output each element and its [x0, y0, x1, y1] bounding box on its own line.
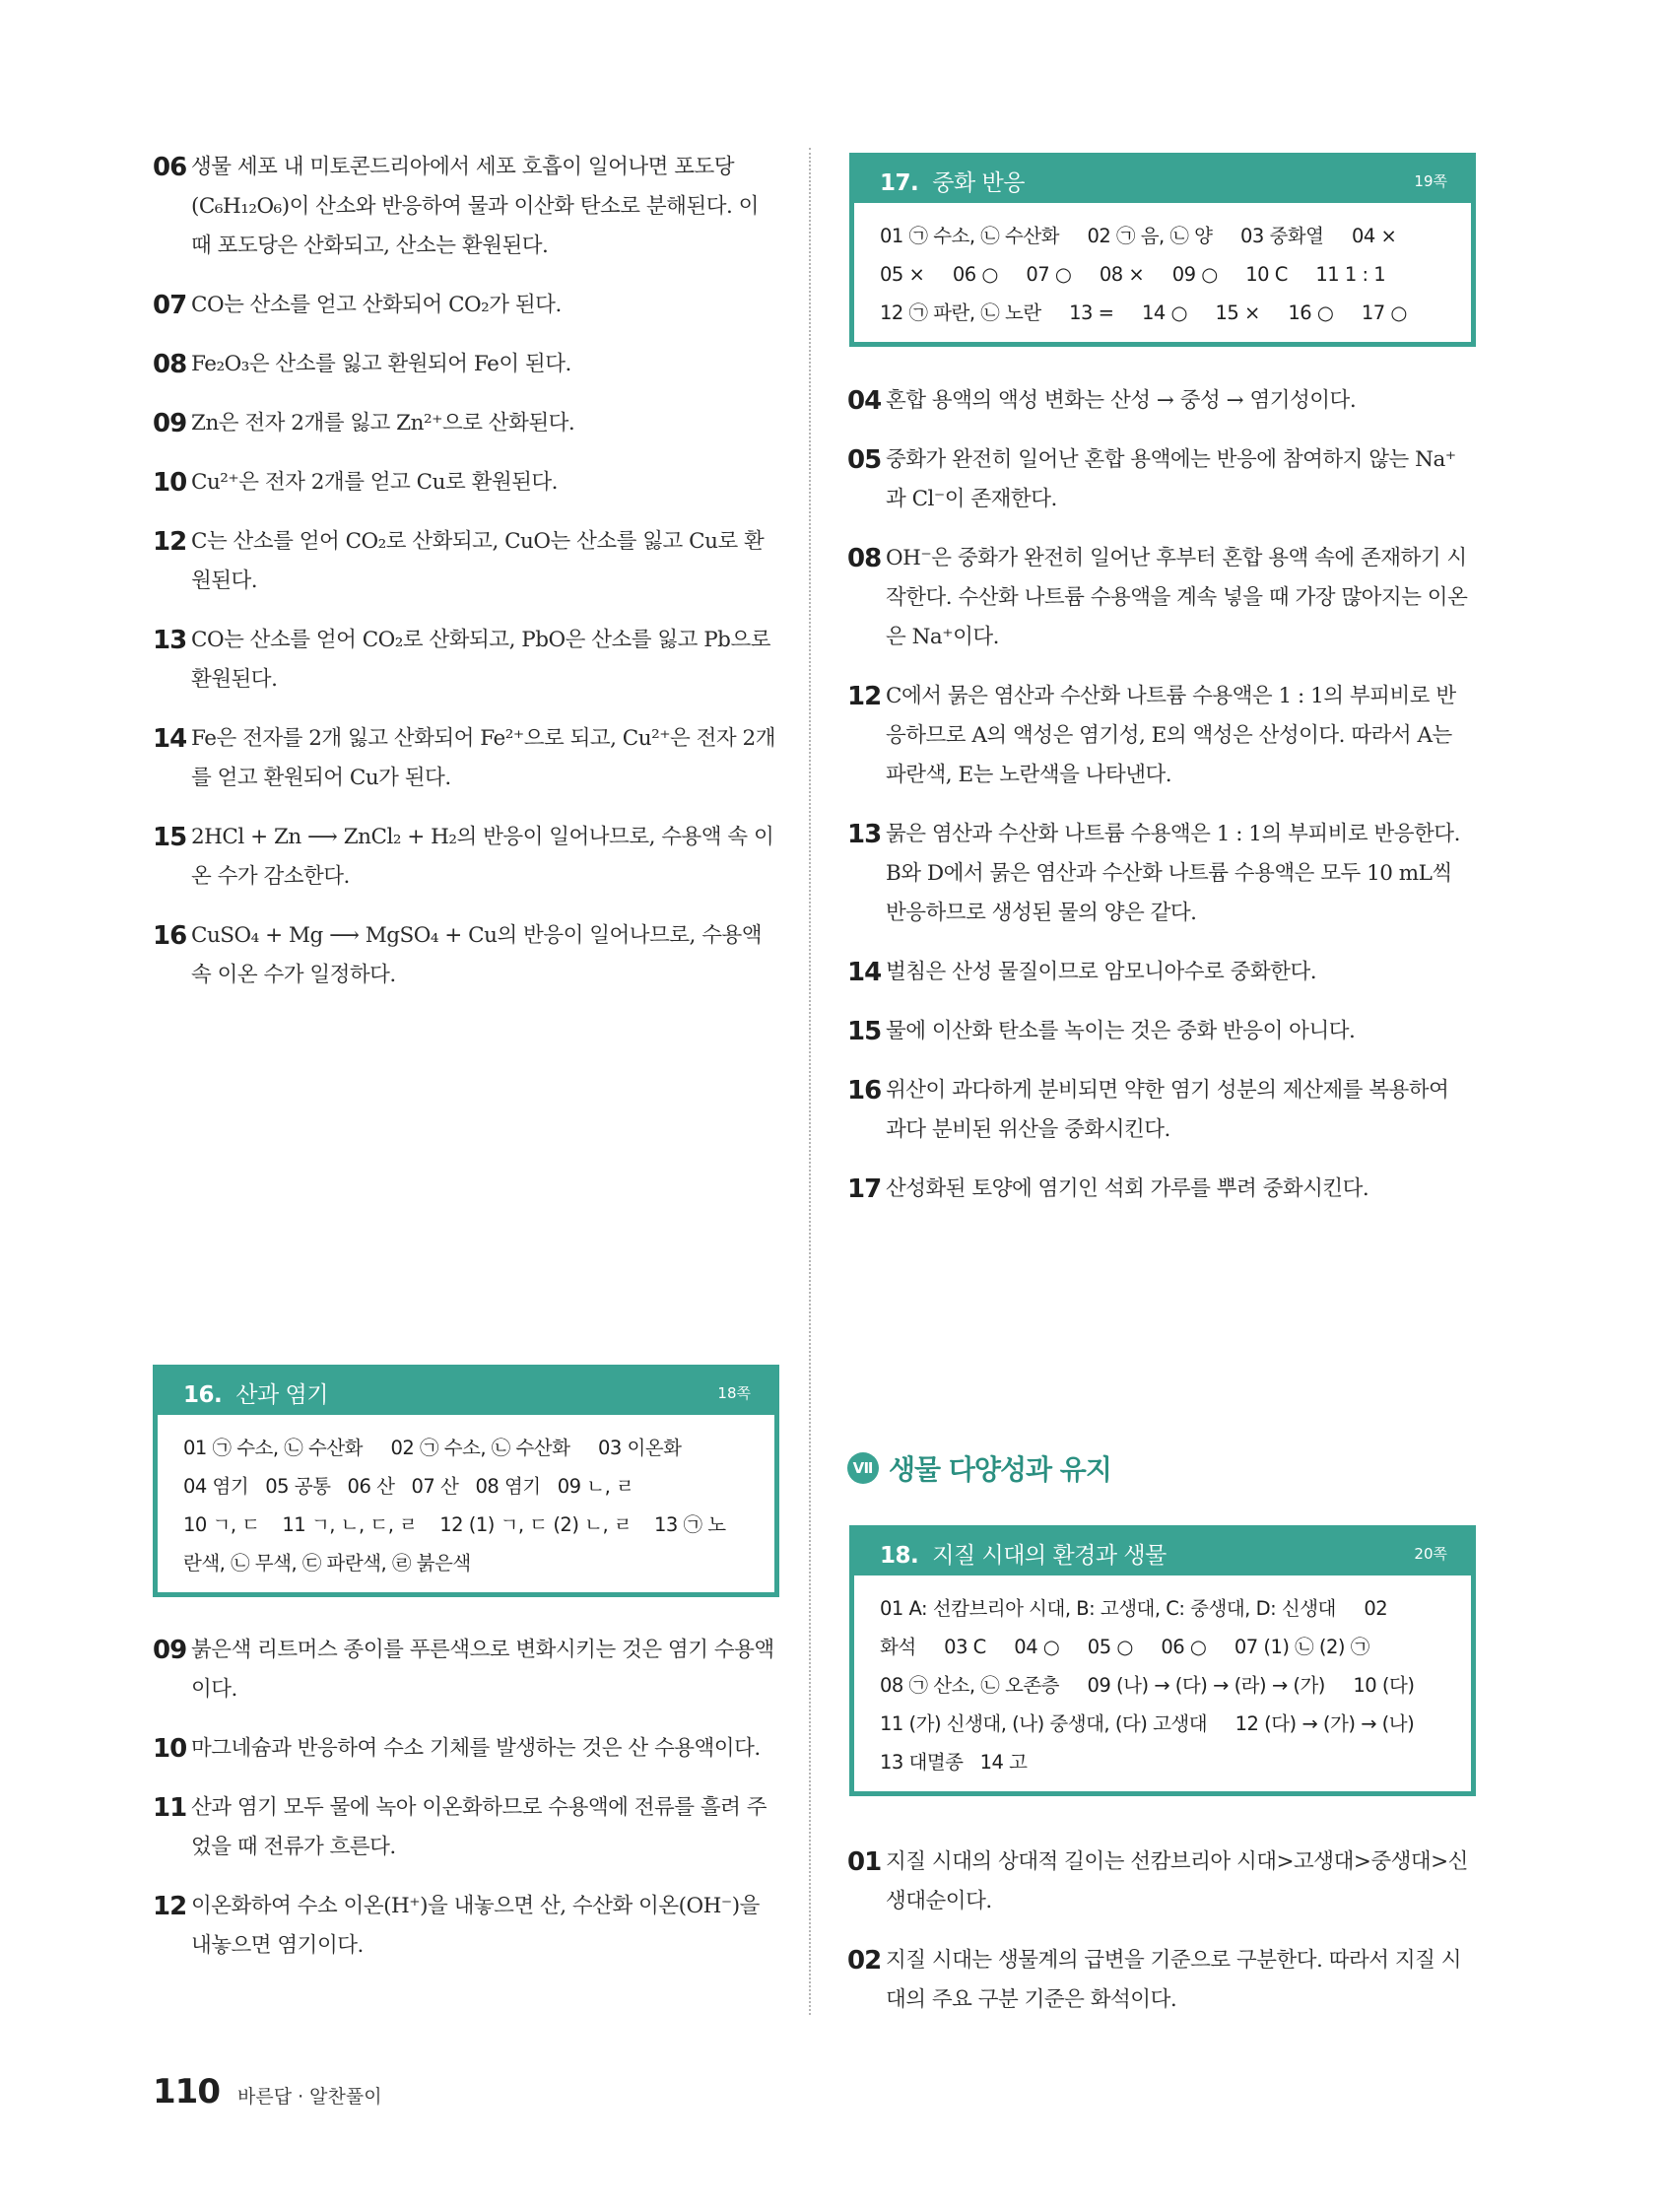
item-text: 벌침은 산성 물질이므로 암모니아수로 중화한다. [886, 960, 1317, 984]
item-text: 산성화된 토양에 염기인 석회 가루를 뿌려 중화시킨다. [886, 1176, 1369, 1201]
item-number: 02 [847, 1946, 882, 1976]
answer-line: 13 대멸종 14 고 [880, 1751, 1028, 1774]
box-body [854, 203, 1471, 342]
column-divider [809, 148, 811, 2015]
item-number: 15 [153, 823, 187, 852]
box-page: 18쪽 [717, 1383, 751, 1402]
box-body [854, 1575, 1471, 1791]
box-page: 20쪽 [1414, 1544, 1447, 1563]
answer-line: 12 ㉠ 파란, ㉡ 노란 13 = 14 ○ 15 × 16 ○ 17 ○ [880, 302, 1407, 324]
box-title: 산과 염기 [235, 1381, 328, 1408]
item-text: 묽은 염산과 수산화 나트륨 수용액은 1 : 1의 부피비로 반응한다. B와 D에서 묽은 염산과 수산화 나트륨 수용액은 모두 10 mL씩 반응하므로 생성된 물의 양은 같다. [886, 822, 1460, 925]
answer-box-16 [153, 1365, 779, 1597]
right-column-bottom [847, 1843, 1470, 2040]
item-number: 17 [847, 1174, 882, 1204]
answer-item [153, 522, 775, 601]
answer-line: 05 × 06 ○ 07 ○ 08 × 09 ○ 10 C 11 1 : 1 [880, 263, 1386, 286]
answer-item [153, 1788, 775, 1867]
item-number: 15 [847, 1017, 882, 1046]
item-text: 생물 세포 내 미토콘드리아에서 세포 호흡이 일어나면 포도당(C₆H₁₂O₆)이 산소와 반응하여 물과 이산화 탄소로 분해된다. 이때 포도당은 산화되고, 산소는 환원된다. [191, 155, 759, 258]
item-number: 14 [153, 724, 187, 754]
item-text: 위산이 과다하게 분비되면 약한 염기 성분의 제산제를 복용하여 과다 분비된 위산을 중화시킨다. [886, 1078, 1449, 1142]
item-text: Zn은 전자 2개를 잃고 Zn²⁺으로 산화된다. [191, 411, 575, 436]
answer-item [153, 621, 775, 700]
answer-item [847, 1071, 1470, 1150]
answer-item [153, 404, 775, 443]
answer-line: 10 ㄱ, ㄷ 11 ㄱ, ㄴ, ㄷ, ㄹ 12 (1) ㄱ, ㄷ (2) ㄴ, ㄹ 13 ㉠ 노 [183, 1513, 726, 1536]
section-badge: Ⅶ [847, 1452, 879, 1484]
box-title: 중화 반응 [932, 169, 1025, 196]
item-number: 09 [153, 409, 187, 438]
item-text: 지질 시대는 생물계의 급변을 기준으로 구분한다. 따라서 지질 시대의 주요 구분 기준은 화석이다. [886, 1948, 1462, 2012]
item-number: 16 [153, 921, 187, 951]
item-number: 06 [153, 153, 187, 182]
item-text: C에서 묽은 염산과 수산화 나트륨 수용액은 1 : 1의 부피비로 반응하므로 A의 액성은 염기성, E의 액성은 산성이다. 따라서 A는 파란색, E는 노란색을 나타낸다. [886, 684, 1456, 787]
item-text: CO는 산소를 얻고 산화되어 CO₂가 된다. [191, 293, 562, 317]
item-text: 지질 시대의 상대적 길이는 선캄브리아 시대>고생대>중생대>신생대순이다. [886, 1849, 1468, 1913]
box-title: 지질 시대의 환경과 생물 [932, 1542, 1167, 1569]
answer-item [847, 815, 1470, 933]
item-number: 10 [153, 468, 187, 498]
box-page: 19쪽 [1414, 171, 1447, 190]
right-column-top [847, 381, 1470, 1229]
item-text: 중화가 완전히 일어난 혼합 용액에는 반응에 참여하지 않는 Na⁺과 Cl⁻이 존재한다. [886, 447, 1456, 511]
box-body [158, 1415, 774, 1592]
answer-item [847, 539, 1470, 657]
item-number: 12 [153, 527, 187, 557]
answer-line: 04 염기 05 공통 06 산 07 산 08 염기 09 ㄴ, ㄹ [183, 1475, 634, 1498]
item-text: C는 산소를 얻어 CO₂로 산화되고, CuO는 산소를 잃고 Cu로 환원된다. [191, 529, 765, 593]
item-text: CO는 산소를 얻어 CO₂로 산화되고, PbO은 산소를 잃고 Pb으로 환원된다. [191, 628, 770, 692]
item-text: Cu²⁺은 전자 2개를 얻고 Cu로 환원된다. [191, 470, 558, 495]
box-header [854, 158, 1471, 203]
answer-line: 08 ㉠ 산소, ㉡ 오존층 09 (나) → (다) → (라) → (가) 10 (다) [880, 1674, 1415, 1697]
answer-item [153, 1887, 775, 1966]
item-number: 07 [153, 291, 187, 320]
box-number: 17. [880, 169, 919, 196]
section-title [847, 1448, 1111, 1488]
item-number: 05 [847, 445, 882, 475]
answer-box-17 [849, 153, 1476, 347]
item-text: 이온화하여 수소 이온(H⁺)을 내놓으면 산, 수산화 이온(OH⁻)을 내놓으면 염기이다. [191, 1894, 760, 1958]
left-column-top [153, 148, 775, 1015]
item-number: 01 [847, 1847, 882, 1877]
item-number: 08 [847, 544, 882, 573]
item-number: 09 [153, 1636, 187, 1665]
answer-item [847, 1012, 1470, 1051]
answer-line: 01 ㉠ 수소, ㉡ 수산화 02 ㉠ 음, ㉡ 양 03 중화열 04 × [880, 225, 1397, 247]
answer-item [153, 148, 775, 266]
answer-line: 화석 03 C 04 ○ 05 ○ 06 ○ 07 (1) ㉡ (2) ㉠ [880, 1636, 1369, 1658]
answer-item [153, 1631, 775, 1709]
answer-item [153, 818, 775, 897]
answer-item [847, 953, 1470, 992]
answer-item [847, 381, 1470, 421]
item-text: CuSO₄ + Mg ⟶ MgSO₄ + Cu의 반응이 일어나므로, 수용액 속 이온 수가 일정하다. [191, 923, 763, 987]
box-header [158, 1370, 774, 1415]
item-number: 11 [153, 1793, 187, 1823]
item-number: 12 [847, 682, 882, 711]
answer-item [153, 286, 775, 325]
answer-line: 11 (가) 신생대, (나) 중생대, (다) 고생대 12 (다) → (가) → (나) [880, 1712, 1415, 1735]
item-text: 붉은색 리트머스 종이를 푸른색으로 변화시키는 것은 염기 수용액이다. [191, 1638, 774, 1702]
answer-line: 01 A: 선캄브리아 시대, B: 고생대, C: 중생대, D: 신생대 02 [880, 1597, 1388, 1620]
item-text: 2HCl + Zn ⟶ ZnCl₂ + H₂의 반응이 일어나므로, 수용액 속 이온 수가 감소한다. [191, 825, 774, 889]
section-title-text: 생물 다양성과 유지 [889, 1453, 1111, 1486]
item-text: OH⁻은 중화가 완전히 일어난 후부터 혼합 용액 속에 존재하기 시작한다. 수산화 나트륨 수용액을 계속 넣을 때 가장 많아지는 이온은 Na⁺이다. [886, 546, 1468, 649]
box-number: 18. [880, 1542, 919, 1569]
item-text: 산과 염기 모두 물에 녹아 이온화하므로 수용액에 전류를 흘려 주었을 때 전류가 흐른다. [191, 1795, 767, 1859]
item-number: 13 [153, 626, 187, 655]
answer-item [847, 1941, 1470, 2020]
item-text: Fe₂O₃은 산소를 잃고 환원되어 Fe이 된다. [191, 352, 571, 376]
answer-item [153, 719, 775, 798]
box-header [854, 1530, 1471, 1575]
item-number: 04 [847, 386, 882, 416]
item-number: 14 [847, 958, 882, 987]
item-number: 10 [153, 1734, 187, 1764]
item-number: 13 [847, 820, 882, 849]
answer-item [153, 916, 775, 995]
item-text: 물에 이산화 탄소를 녹이는 것은 중화 반응이 아니다. [886, 1019, 1356, 1043]
left-column-bottom [153, 1631, 775, 1985]
answer-item [153, 463, 775, 503]
answer-item [153, 345, 775, 384]
answer-box-18 [849, 1525, 1476, 1796]
answer-item [847, 1843, 1470, 1921]
answer-item [847, 677, 1470, 795]
page-footer [153, 2072, 382, 2111]
answer-line: 란색, ㉡ 무색, ㉢ 파란색, ㉣ 붉은색 [183, 1552, 471, 1575]
item-text: Fe은 전자를 2개 잃고 산화되어 Fe²⁺으로 되고, Cu²⁺은 전자 2개를 얻고 환원되어 Cu가 된다. [191, 726, 775, 790]
item-text: 혼합 용액의 액성 변화는 산성 → 중성 → 염기성이다. [886, 388, 1357, 413]
answer-item [847, 440, 1470, 519]
item-number: 16 [847, 1076, 882, 1106]
footer-text: 바른답 · 알찬풀이 [236, 2086, 382, 2108]
answer-line: 01 ㉠ 수소, ㉡ 수산화 02 ㉠ 수소, ㉡ 수산화 03 이온화 [183, 1437, 682, 1459]
item-text: 마그네슘과 반응하여 수소 기체를 발생하는 것은 산 수용액이다. [191, 1736, 761, 1761]
page-number: 110 [153, 2072, 220, 2111]
item-number: 12 [153, 1892, 187, 1921]
item-number: 08 [153, 350, 187, 379]
box-number: 16. [183, 1381, 223, 1408]
answer-item [153, 1729, 775, 1769]
answer-item [847, 1170, 1470, 1209]
